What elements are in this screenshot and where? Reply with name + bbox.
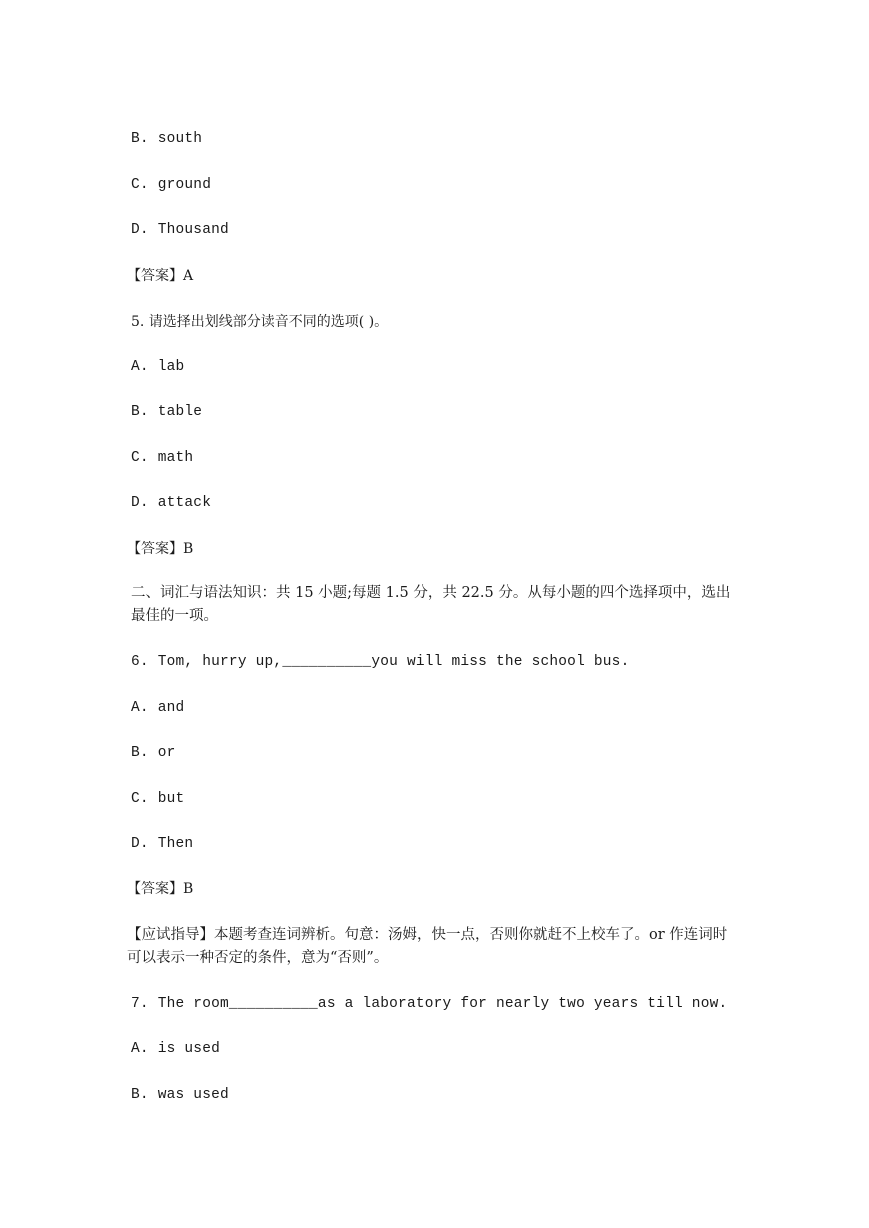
q6-option-d: D. Then	[131, 836, 194, 852]
q4-option-c: C. ground	[131, 177, 212, 193]
q4-option-b: B. south	[131, 131, 203, 147]
q7-stem: 7. The room__________as a laboratory for nearly two years till now.	[131, 996, 728, 1012]
q6-option-c: C. but	[131, 791, 185, 807]
q4-answer: 【答案】A	[127, 268, 194, 284]
q5-stem: 5. 请选择出划线部分读音不同的选项( )。	[131, 314, 389, 330]
q6-answer: 【答案】B	[127, 881, 194, 897]
q6-stem: 6. Tom, hurry up,__________you will miss the school bus.	[131, 654, 630, 670]
section2-heading: 二、词汇与语法知识：共 15 小题;每题 1.5 分，共 22.5 分。从每小题的四个选择项中，选出最佳的一项。	[131, 585, 731, 624]
q7-option-b: B. was used	[131, 1087, 229, 1103]
q7-option-a: A. is used	[131, 1041, 221, 1057]
q5-option-a: A. lab	[131, 359, 185, 375]
q5-answer: 【答案】B	[127, 541, 194, 557]
q6-guide: 【应试指导】本题考查连词辨析。句意：汤姆，快一点，否则你就赶不上校车了。or 作连词时可以表示一种否定的条件，意为“否则”。	[127, 927, 728, 966]
q5-option-c: C. math	[131, 450, 194, 466]
q4-option-d: D. Thousand	[131, 222, 229, 238]
q6-option-a: A. and	[131, 700, 185, 716]
q5-option-d: D. attack	[131, 495, 212, 511]
q5-option-b: B. table	[131, 404, 203, 420]
q6-option-b: B. or	[131, 745, 176, 761]
